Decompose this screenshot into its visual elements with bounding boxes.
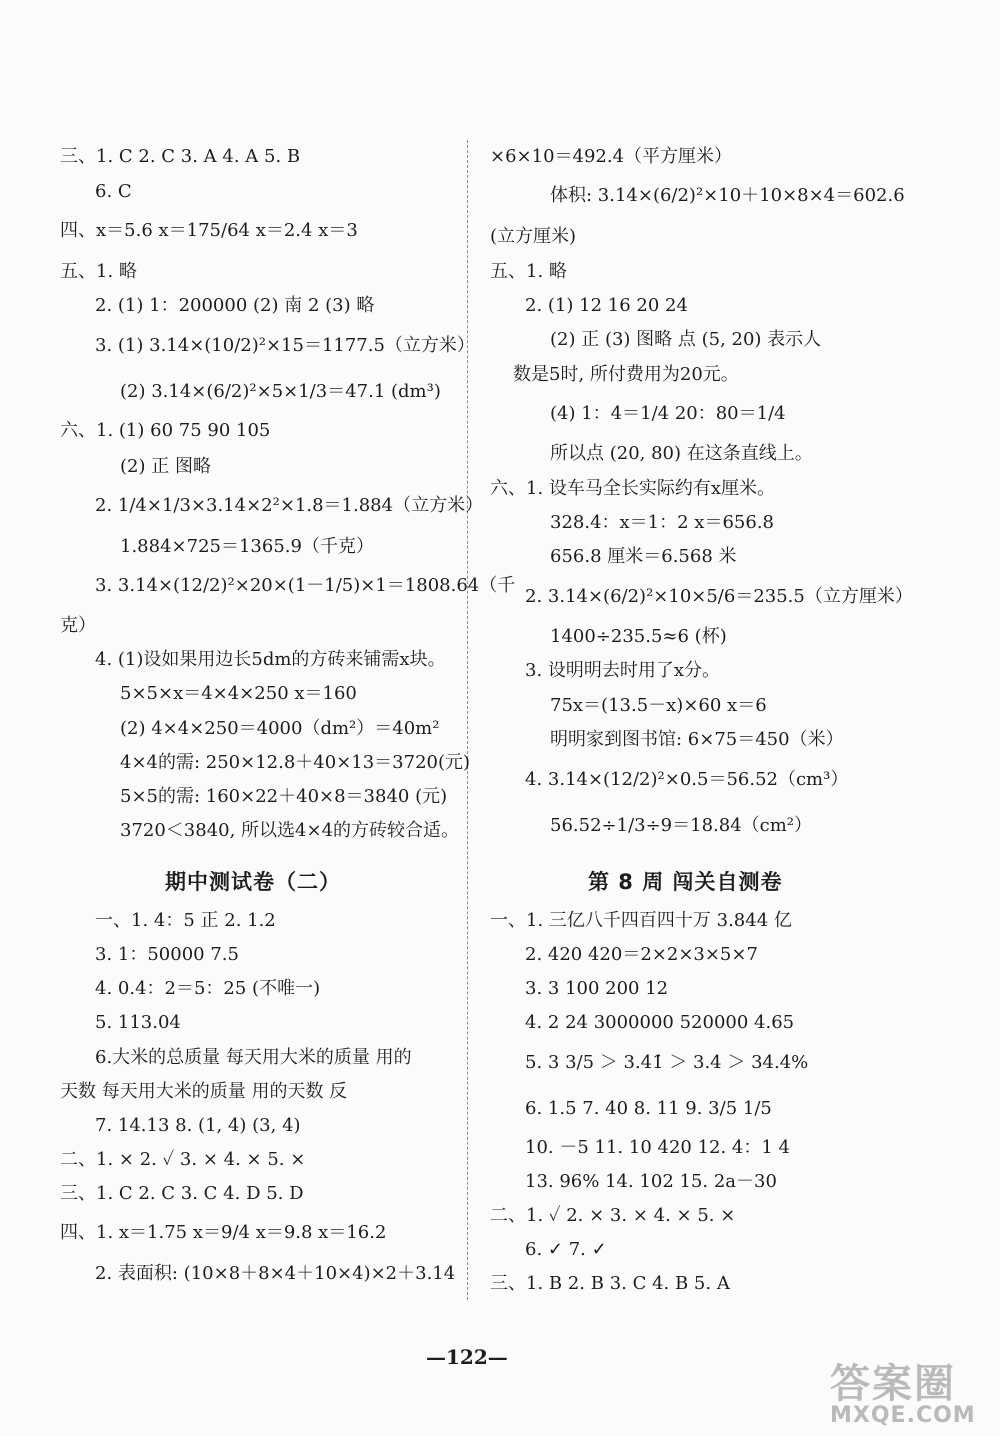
left-answer-line: 5×5的需: 160×22＋40×8＝3840 (元) bbox=[120, 786, 448, 807]
section-heading-week-8: 第 8 周 闯关自测卷 bbox=[588, 870, 783, 894]
left-answer-line: 四、1. x＝1.75 x＝9/4 x＝9.8 x＝16.2 bbox=[60, 1222, 387, 1243]
right-answer-line: (2) 正 (3) 图略 点 (5, 20) 表示人 bbox=[550, 329, 822, 350]
left-answer-line: (2) 3.14×(6/2)²×5×1/3＝47.1 (dm³) bbox=[120, 381, 441, 402]
left-answer-line: 6.大米的总质量 每天用大米的质量 用的 bbox=[95, 1047, 412, 1068]
left-answer-line: 5×5×x＝4×4×250 x＝160 bbox=[120, 683, 357, 704]
right-answer-line: 6. 1.5 7. 40 8. 11 9. 3/5 1/5 bbox=[525, 1098, 772, 1119]
right-answer-line: 3. 3 100 200 12 bbox=[525, 978, 669, 999]
right-answer-line: 13. 96% 14. 102 15. 2a－30 bbox=[525, 1171, 777, 1192]
left-answer-line: 四、x＝5.6 x＝175/64 x＝2.4 x＝3 bbox=[60, 220, 358, 241]
right-answer-line: 10. －5 11. 10 420 12. 4：1 4 bbox=[525, 1137, 790, 1158]
right-answer-line: 3. 设明明去时用了x分。 bbox=[525, 660, 721, 681]
left-answer-line: 二、1. × 2. ✓ 3. × 4. × 5. × bbox=[60, 1149, 306, 1170]
right-answer-line: 5. 3 3/5 ＞ 3.41̇ ＞ 3.4 ＞ 34.4% bbox=[525, 1052, 809, 1073]
left-answer-line: 4×4的需: 250×12.8＋40×13＝3720(元) bbox=[120, 752, 471, 773]
right-answer-line: 75x＝(13.5－x)×60 x＝6 bbox=[550, 695, 767, 716]
section-heading-midterm-2: 期中测试卷（二） bbox=[165, 870, 341, 894]
left-answer-line: 6. C bbox=[95, 181, 132, 202]
right-answer-line: 六、1. 设车马全长实际约有x厘米。 bbox=[490, 478, 776, 499]
right-answer-line: 体积: 3.14×(6/2)²×10＋10×8×4＝602.6 bbox=[550, 185, 905, 206]
right-answer-line: 二、1. ✓ 2. × 3. × 4. × 5. × bbox=[490, 1205, 736, 1226]
left-answer-line: 1.884×725＝1365.9（千克） bbox=[120, 536, 374, 557]
right-answer-line: 一、1. 三亿八千四百四十万 3.844 亿 bbox=[490, 910, 792, 931]
left-answer-line: 3720＜3840, 所以选4×4的方砖较合适。 bbox=[120, 820, 460, 841]
right-answer-line: 三、1. B 2. B 3. C 4. B 5. A bbox=[490, 1273, 730, 1294]
left-answer-line: (2) 4×4×250＝4000（dm²）＝40m² bbox=[120, 718, 440, 739]
right-answer-line: 4. 2 24 3000000 520000 4.65 bbox=[525, 1012, 795, 1033]
left-answer-line: 克） bbox=[60, 615, 96, 636]
right-answer-line: 6. ✓ 7. ✓ bbox=[525, 1239, 607, 1260]
right-answer-line: 2. 3.14×(6/2)²×10×5/6＝235.5（立方厘米） bbox=[525, 586, 913, 607]
right-answer-line: ×6×10＝492.4（平方厘米） bbox=[490, 146, 733, 167]
right-answer-line: 数是5时, 所付费用为20元。 bbox=[513, 364, 739, 385]
right-answer-line: 328.4：x＝1：2 x＝656.8 bbox=[550, 512, 774, 533]
left-answer-line: 2. 表面积: (10×8＋8×4＋10×4)×2＋3.14 bbox=[95, 1263, 456, 1284]
right-answer-line: (4) 1：4＝1/4 20：80＝1/4 bbox=[550, 403, 786, 424]
page-number: —122— bbox=[426, 1345, 508, 1369]
left-answer-line: (2) 正 图略 bbox=[120, 456, 211, 477]
right-answer-line: 1400÷235.5≈6 (杯) bbox=[550, 626, 727, 647]
left-answer-line: 3. 3.14×(12/2)²×20×(1－1/5)×1＝1808.64（千 bbox=[95, 575, 516, 596]
right-answer-line: 56.52÷1/3÷9＝18.84（cm²） bbox=[550, 815, 813, 836]
right-answer-line: 明明家到图书馆: 6×75＝450（米） bbox=[550, 729, 844, 750]
right-answer-line: 所以点 (20, 80) 在这条直线上。 bbox=[550, 443, 813, 464]
left-answer-line: 三、1. C 2. C 3. C 4. D 5. D bbox=[60, 1183, 304, 1204]
left-answer-line: 4. 0.4：2＝5：25 (不唯一) bbox=[95, 978, 321, 999]
left-answer-line: 天数 每天用大米的质量 用的天数 反 bbox=[60, 1081, 348, 1102]
left-answer-line: 3. 1：50000 7.5 bbox=[95, 944, 239, 965]
left-answer-line: 7. 14.13 8. (1, 4) (3, 4) bbox=[95, 1115, 301, 1136]
left-answer-line: 五、1. 略 bbox=[60, 261, 137, 282]
right-answer-line: 五、1. 略 bbox=[490, 261, 567, 282]
column-divider bbox=[467, 140, 468, 1300]
left-answer-line: 六、1. (1) 60 75 90 105 bbox=[60, 420, 271, 441]
watermark-title: 答案圈 bbox=[830, 1361, 956, 1407]
right-answer-line: (立方厘米) bbox=[490, 226, 577, 247]
left-answer-line: 2. 1/4×1/3×3.14×2²×1.8＝1.884（立方米） bbox=[95, 495, 484, 516]
left-answer-line: 4. (1)设如果用边长5dm的方砖来铺需x块。 bbox=[95, 649, 446, 670]
left-answer-line: 3. (1) 3.14×(10/2)²×15＝1177.5（立方米） bbox=[95, 335, 475, 356]
left-answer-line: 2. (1) 1：200000 (2) 南 2 (3) 略 bbox=[95, 295, 375, 316]
watermark-logo bbox=[830, 1352, 976, 1428]
watermark-domain: MXQE.COM bbox=[830, 1403, 976, 1428]
right-answer-line: 2. 420 420＝2×2×3×5×7 bbox=[525, 944, 758, 965]
left-answer-line: 5. 113.04 bbox=[95, 1012, 181, 1033]
right-answer-line: 4. 3.14×(12/2)²×0.5＝56.52（cm³） bbox=[525, 769, 849, 790]
right-answer-line: 2. (1) 12 16 20 24 bbox=[525, 295, 688, 316]
left-answer-line: 三、1. C 2. C 3. A 4. A 5. B bbox=[60, 146, 301, 167]
left-answer-line: 一、1. 4：5 正 2. 1.2 bbox=[95, 910, 276, 931]
right-answer-line: 656.8 厘米＝6.568 米 bbox=[550, 546, 737, 567]
